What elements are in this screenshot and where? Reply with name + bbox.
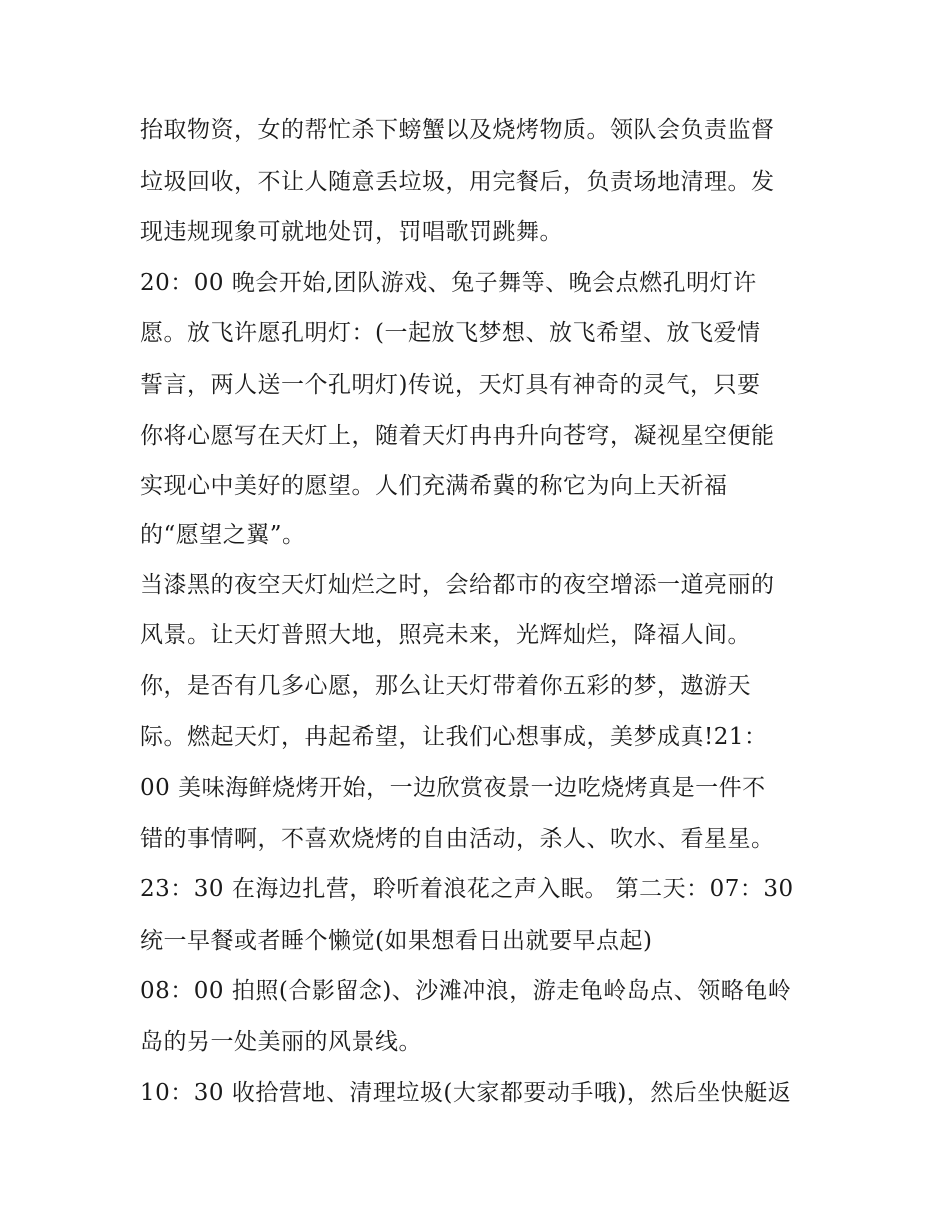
text-line: 风景。让天灯普照大地，照亮未来，光辉灿烂，降福人间。 [140, 622, 751, 648]
text-line: 20：00 晚会开始,团队游戏、兔子舞等、晚会点燃孔明灯许 [140, 270, 757, 296]
text-line: 际。燃起天灯，冉起希望，让我们心想事成，美梦成真!21： [140, 724, 768, 750]
text-line: 统一早餐或者睡个懒觉(如果想看日出就要早点起) [140, 928, 653, 954]
text-line: 10：30 收拾营地、清理垃圾(大家都要动手哦)，然后坐快艇返 [140, 1080, 792, 1106]
text-line: 你，是否有几多心愿，那么让天灯带着你五彩的梦，遨游天 [140, 673, 751, 699]
text-line: 的“愿望之翼”。 [140, 522, 306, 548]
text-line: 23：30 在海边扎营，聆听着浪花之声入眠。 第二天：07：30 [140, 876, 794, 902]
text-line: 你将心愿写在天灯上，随着天灯冉冉升向苍穹，凝视星空便能 [140, 423, 775, 449]
text-line: 当漆黑的夜空天灯灿烂之时，会给都市的夜空增添一道亮丽的 [140, 572, 775, 598]
text-line: 错的事情啊，不喜欢烧烤的自由活动，杀人、吹水、看星星。 [140, 826, 775, 852]
text-line: 实现心中美好的愿望。人们充满希冀的称它为向上天祈福 [140, 473, 728, 499]
text-line: 00 美味海鲜烧烤开始，一边欣赏夜景一边吃烧烤真是一件不 [140, 775, 766, 801]
text-line: 垃圾回收，不让人随意丢垃圾，用完餐后，负责场地清理。发 [140, 169, 775, 195]
text-line: 誓言，两人送一个孔明灯)传说，天灯具有神奇的灵气，只要 [140, 372, 761, 398]
text-line: 抬取物资，女的帮忙杀下螃蟹以及烧烤物质。领队会负责监督 [140, 117, 775, 143]
text-line: 现违规现象可就地处罚，罚唱歌罚跳舞。 [140, 219, 563, 245]
text-line: 愿。放飞许愿孔明灯：(一起放飞梦想、放飞希望、放飞爱情 [140, 320, 761, 346]
text-line: 08：00 拍照(合影留念)、沙滩冲浪，游走龟岭岛点、领略龟岭 [140, 978, 792, 1004]
text-line: 岛的另一处美丽的风景线。 [140, 1029, 422, 1055]
